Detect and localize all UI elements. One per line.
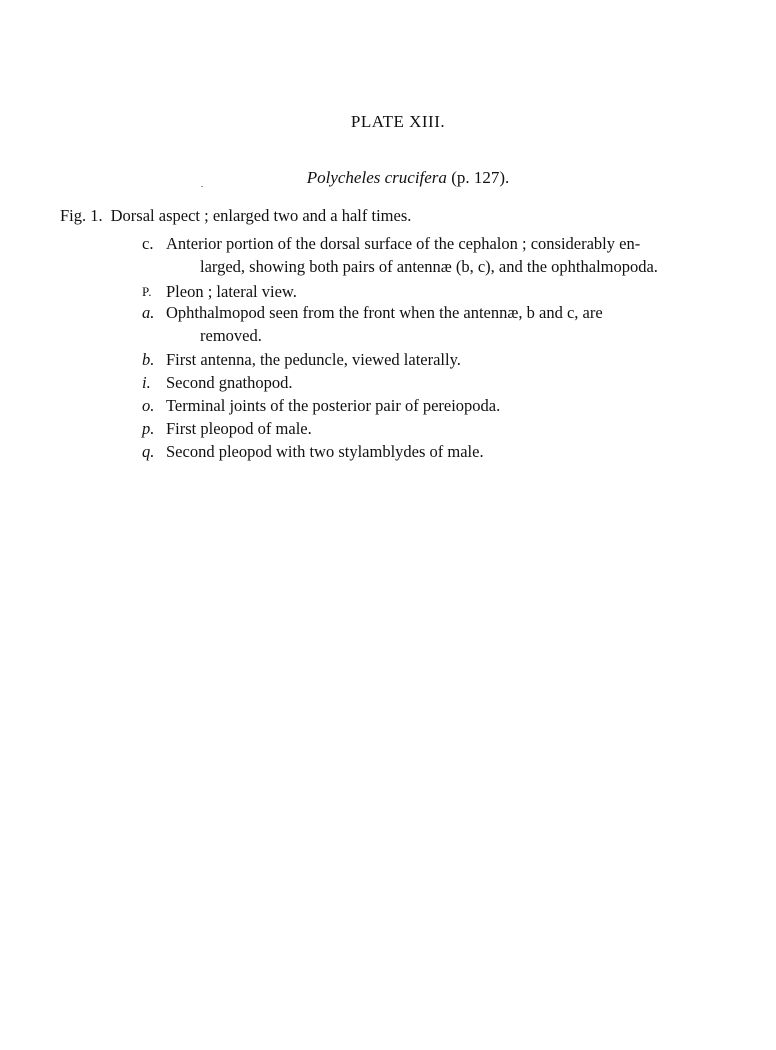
entry-key: q.	[142, 442, 155, 461]
entry-key: p.	[142, 419, 155, 438]
figure-description: Dorsal aspect ; enlarged two and a half times.	[110, 206, 412, 225]
caption-entry-a	[142, 301, 720, 347]
entry-description: Terminal joints of the posterior pair of pereiopoda.	[166, 396, 501, 415]
species-name: Polycheles crucifera	[306, 168, 447, 187]
caption-entry-q	[142, 440, 720, 463]
entry-continuation: larged, showing both pairs of antennæ (b, c), and the ophthalmopoda.	[200, 257, 658, 276]
entry-description: Second pleopod with two stylamblydes of male.	[166, 442, 484, 461]
entry-key: b.	[142, 350, 155, 369]
entry-key: c.	[142, 234, 154, 253]
entry-description: First pleopod of male.	[166, 419, 312, 438]
entry-continuation: removed.	[200, 326, 262, 345]
entry-key: i.	[142, 373, 151, 392]
species-heading	[0, 168, 776, 188]
caption-entry-o	[142, 394, 720, 417]
page-reference: (p. 127).	[451, 168, 510, 187]
entry-key: P.	[142, 284, 153, 299]
caption-entry-b	[142, 348, 720, 371]
entry-description: Ophthalmopod seen from the front when the antennæ, b and c, are	[166, 303, 603, 322]
figure-caption	[60, 206, 411, 226]
caption-entry-c	[142, 232, 720, 278]
caption-entry-p	[142, 417, 720, 440]
entry-key: o.	[142, 396, 155, 415]
caption-entry-p-upper	[142, 280, 720, 303]
entry-description: Second gnathopod.	[166, 373, 293, 392]
entry-description: First antenna, the peduncle, viewed laterally.	[166, 350, 461, 369]
entry-description: Anterior portion of the dorsal surface of the cephalon ; considerably en-	[166, 234, 641, 253]
caption-entry-i	[142, 371, 720, 394]
plate-title: PLATE XIII.	[350, 112, 446, 131]
entry-description: Pleon ; lateral view.	[166, 282, 297, 301]
figure-number: Fig. 1.	[60, 206, 103, 225]
entry-key: a.	[142, 303, 155, 322]
print-speck	[201, 186, 203, 187]
